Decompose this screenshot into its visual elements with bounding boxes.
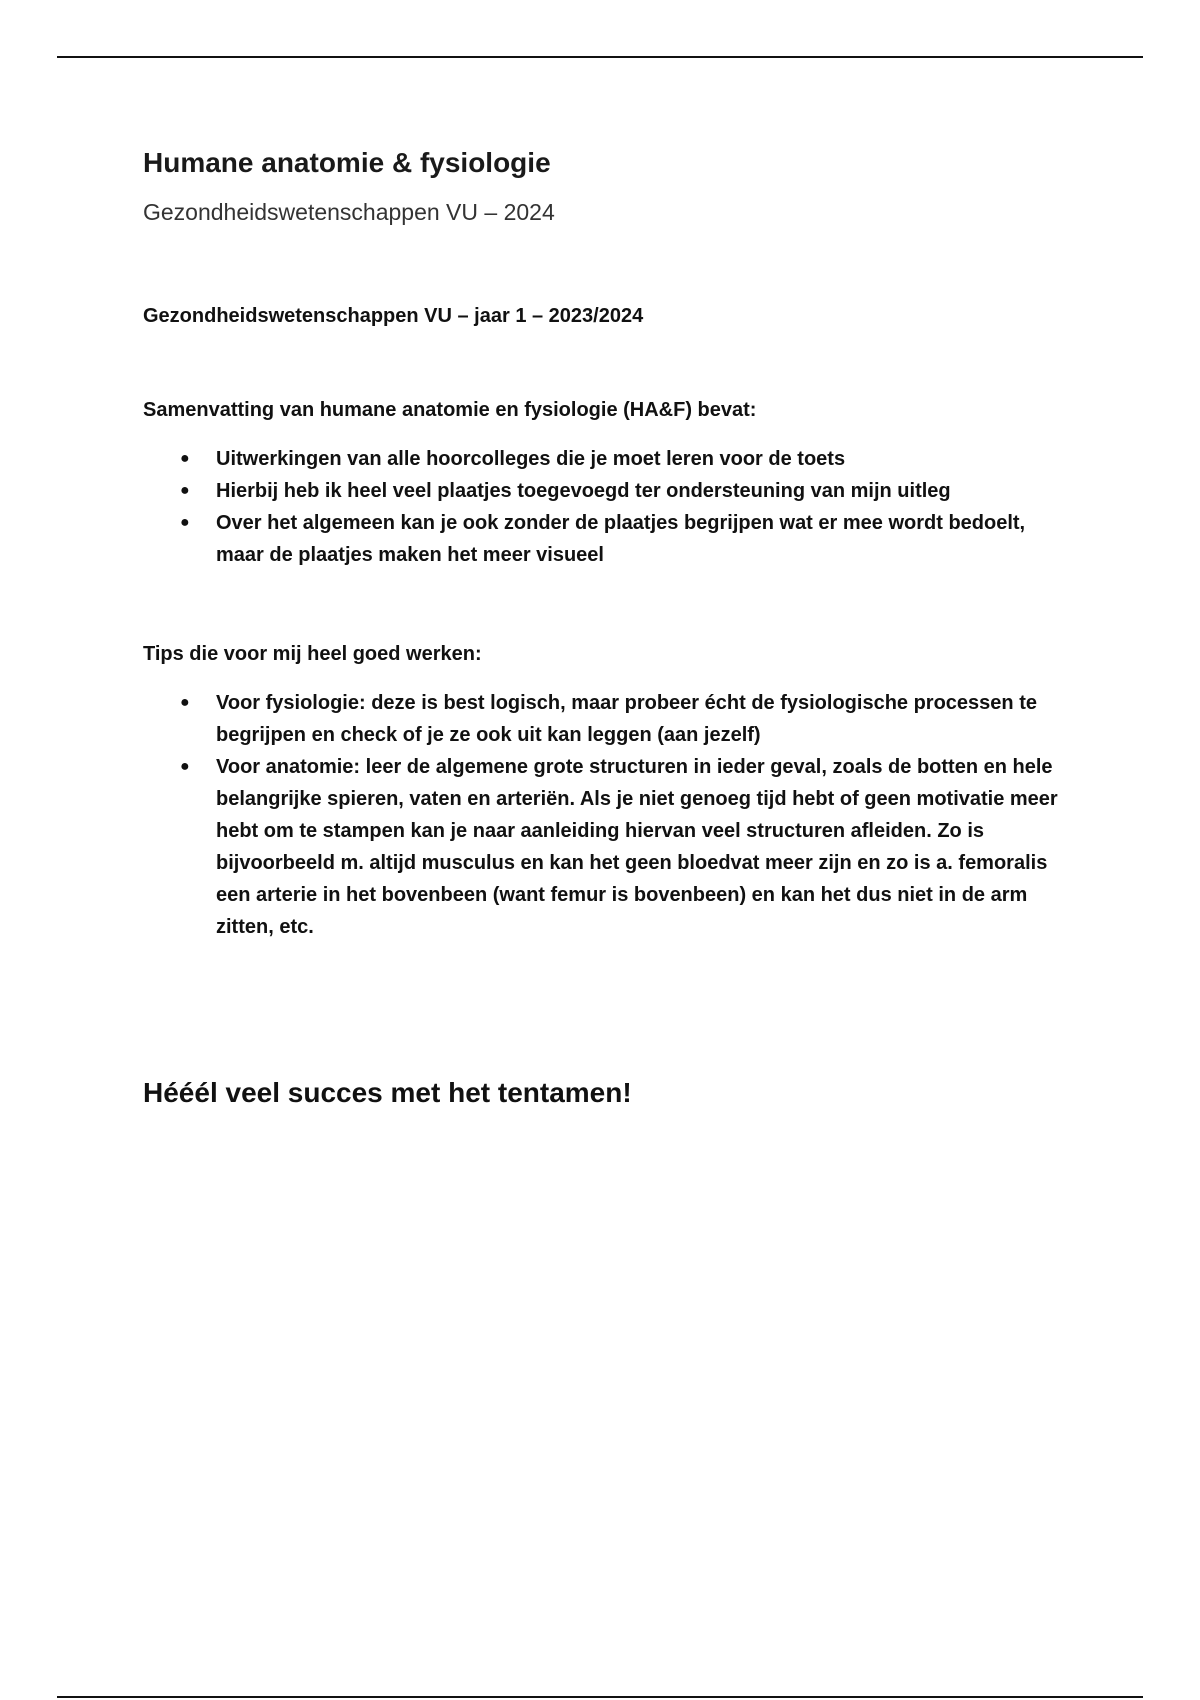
bullet-icon: ●: [180, 482, 190, 499]
list-item: [180, 687, 1073, 751]
top-rule: [57, 56, 1143, 58]
tips-list: [143, 687, 1073, 943]
list-item-text: Over het algemeen kan je ook zonder de plaatjes begrijpen wat er mee wordt bedoelt, maar de plaatjes maken het meer visueel: [216, 512, 1026, 566]
bullet-icon: ●: [180, 758, 190, 775]
bullet-icon: ●: [180, 694, 190, 711]
list-item: [180, 443, 1073, 475]
list-item-text: Voor anatomie: leer de algemene grote structuren in ieder geval, zoals de botten en hele belangrijke spieren, vaten en arteriën. Als je niet genoeg tijd hebt of geen motivatie meer hebt om te stampen kan je naar aanleiding hiervan veel structuren afleiden. Zo is bijvoorbeeld m. altijd musculus en kan het geen bloedvat meer zijn en zo is a. femoralis een arterie in het bovenbeen (want femur is bovenbeen) en kan het dus niet in de arm zitten, etc.: [216, 756, 1058, 938]
document-subtitle: Gezondheidswetenschappen VU – 2024: [143, 199, 555, 225]
bottom-rule: [57, 1696, 1143, 1698]
summary-intro: Samenvatting van humane anatomie en fysiologie (HA&F) bevat:: [143, 399, 757, 421]
document-body: [143, 145, 1073, 1111]
list-item-text: Uitwerkingen van alle hoorcolleges die je moet leren voor de toets: [216, 448, 846, 470]
list-item: [180, 475, 1073, 507]
tips-heading: Tips die voor mij heel goed werken:: [143, 643, 482, 665]
summary-list: [143, 443, 1073, 571]
bullet-icon: ●: [180, 450, 190, 467]
list-item-text: Voor fysiologie: deze is best logisch, maar probeer écht de fysiologische processen te begrijpen en check of je ze ook uit kan leggen (aan jezelf): [216, 692, 1037, 746]
list-item: [180, 507, 1073, 571]
year-line: Gezondheidswetenschappen VU – jaar 1 – 2023/2024: [143, 305, 644, 327]
document-title: Humane anatomie & fysiologie: [143, 147, 551, 178]
bullet-icon: ●: [180, 514, 190, 531]
list-item: [180, 751, 1073, 943]
list-item-text: Hierbij heb ik heel veel plaatjes toegevoegd ter ondersteuning van mijn uitleg: [216, 480, 951, 502]
closing-message: Hééél veel succes met het tentamen!: [143, 1077, 632, 1108]
